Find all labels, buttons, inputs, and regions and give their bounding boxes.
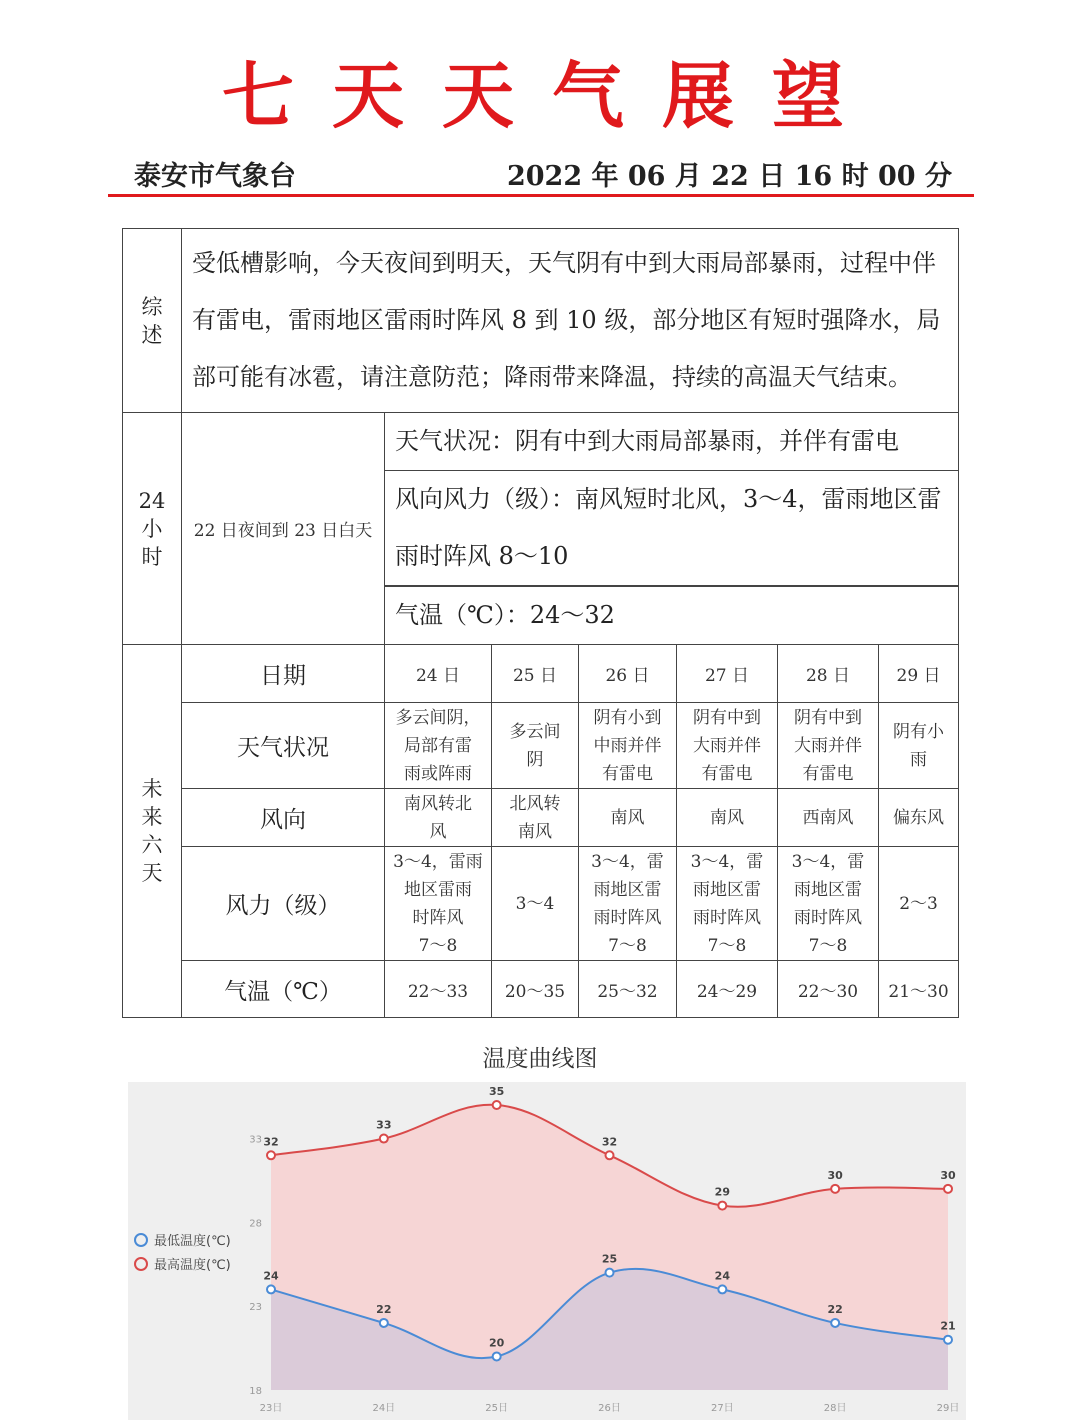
x-tick-label: 29日 bbox=[936, 1403, 960, 1414]
data-label: 32 bbox=[263, 1135, 279, 1149]
y-tick-label: 33 bbox=[249, 1134, 262, 1146]
h24-temp: 气温（℃）：24～32 bbox=[385, 587, 959, 645]
data-point bbox=[380, 1135, 388, 1143]
day-temp: 22～33 bbox=[385, 961, 492, 1018]
legend-max-temp: 最高温度(℃) bbox=[154, 1258, 231, 1273]
data-point bbox=[493, 1101, 501, 1109]
data-point bbox=[606, 1269, 614, 1277]
day-date: 28 日 bbox=[778, 645, 879, 703]
day-wind-direction: 北风转 南风 bbox=[492, 789, 579, 847]
data-label: 32 bbox=[601, 1135, 618, 1149]
legend-max-temp-marker bbox=[135, 1258, 147, 1270]
day-wind-force: 3～4 bbox=[492, 847, 579, 961]
x-tick-label: 28日 bbox=[823, 1403, 847, 1414]
h24-condition: 天气状况：阴有中到大雨局部暴雨，并伴有雷电 bbox=[385, 413, 959, 471]
x-tick-label: 26日 bbox=[598, 1403, 621, 1414]
data-point bbox=[944, 1336, 952, 1344]
day-wind-force: 2～3 bbox=[879, 847, 959, 961]
h24-label: 24 小 时 bbox=[123, 413, 182, 645]
day-wind-direction: 南风转北 风 bbox=[385, 789, 492, 847]
legend-min-temp-marker bbox=[135, 1234, 147, 1246]
data-label: 25 bbox=[601, 1252, 618, 1266]
day-wind-direction: 南风 bbox=[579, 789, 677, 847]
x-tick-label: 23日 bbox=[259, 1403, 283, 1414]
row-label-temp: 气温（℃） bbox=[182, 961, 385, 1018]
y-tick-label: 28 bbox=[249, 1218, 262, 1230]
day-wind-direction: 西南风 bbox=[778, 789, 879, 847]
day-temp: 24～29 bbox=[677, 961, 778, 1018]
day-condition: 阴有中到 大雨并伴 有雷电 bbox=[677, 703, 778, 789]
data-point bbox=[493, 1352, 501, 1360]
day-temp: 21～30 bbox=[879, 961, 959, 1018]
data-point bbox=[831, 1319, 839, 1327]
issue-timestamp: 2022 年 06 月 22 日 16 时 00 分 bbox=[506, 161, 952, 192]
data-label: 22 bbox=[376, 1302, 392, 1316]
y-tick-label: 23 bbox=[249, 1302, 262, 1314]
issuing-organization: 泰安市气象台 bbox=[134, 161, 296, 192]
summary-label: 综 述 bbox=[123, 229, 182, 413]
day-wind-force: 3～4，雷 雨地区雷 雨时阵风 7～8 bbox=[778, 847, 879, 961]
data-point bbox=[606, 1151, 614, 1159]
day-wind-force: 3～4，雷雨 地区雷雨 时阵风 7～8 bbox=[385, 847, 492, 961]
day-condition: 阴有小 雨 bbox=[879, 703, 959, 789]
x-tick-label: 25日 bbox=[485, 1403, 509, 1414]
data-point bbox=[380, 1319, 388, 1327]
day-condition: 多云间阴， 局部有雷 雨或阵雨 bbox=[385, 703, 492, 789]
page-title: 七天天气展望 bbox=[221, 53, 882, 138]
day-temp: 25～32 bbox=[579, 961, 677, 1018]
day-wind-force: 3～4，雷 雨地区雷 雨时阵风 7～8 bbox=[677, 847, 778, 961]
day-date: 24 日 bbox=[385, 645, 492, 703]
row-label-wind-direction: 风向 bbox=[182, 789, 385, 847]
data-label: 30 bbox=[940, 1168, 956, 1182]
legend-min-temp: 最低温度(℃) bbox=[154, 1234, 231, 1249]
x-tick-label: 24日 bbox=[372, 1403, 396, 1414]
data-label: 24 bbox=[263, 1269, 279, 1283]
data-label: 30 bbox=[827, 1168, 843, 1182]
data-label: 24 bbox=[714, 1269, 730, 1283]
data-label: 29 bbox=[714, 1185, 730, 1199]
data-point bbox=[718, 1202, 726, 1210]
data-label: 21 bbox=[940, 1319, 956, 1333]
chart-title: 温度曲线图 bbox=[482, 1046, 598, 1072]
data-point bbox=[267, 1285, 275, 1293]
day-temp: 22～30 bbox=[778, 961, 879, 1018]
day-date: 29 日 bbox=[879, 645, 959, 703]
day-wind-force: 3～4，雷 雨地区雷 雨时阵风 7～8 bbox=[579, 847, 677, 961]
data-label: 22 bbox=[827, 1302, 843, 1316]
day-date: 25 日 bbox=[492, 645, 579, 703]
data-point bbox=[267, 1151, 275, 1159]
y-tick-label: 18 bbox=[249, 1386, 262, 1397]
day-condition: 多云间 阴 bbox=[492, 703, 579, 789]
row-label-date: 日期 bbox=[182, 645, 385, 703]
day-condition: 阴有中到 大雨并伴 有雷电 bbox=[778, 703, 879, 789]
x-tick-label: 27日 bbox=[710, 1403, 734, 1414]
data-label: 20 bbox=[489, 1336, 505, 1350]
row-label-wind-force: 风力（级） bbox=[182, 847, 385, 961]
data-label: 33 bbox=[376, 1118, 392, 1132]
day-date: 26 日 bbox=[579, 645, 677, 703]
data-point bbox=[718, 1285, 726, 1293]
data-label: 35 bbox=[489, 1085, 505, 1098]
six-day-label: 未 来 六 天 bbox=[123, 645, 182, 1018]
data-point bbox=[944, 1185, 952, 1193]
day-condition: 阴有小到 中雨并伴 有雷电 bbox=[579, 703, 677, 789]
day-wind-direction: 偏东风 bbox=[879, 789, 959, 847]
day-temp: 20～35 bbox=[492, 961, 579, 1018]
data-point bbox=[831, 1185, 839, 1193]
row-label-condition: 天气状况 bbox=[182, 703, 385, 789]
day-wind-direction: 南风 bbox=[677, 789, 778, 847]
h24-wind: 风向风力（级）：南风短时北风，3～4，雷雨地区雷雨时阵风 8～10 bbox=[385, 471, 959, 586]
h24-period: 22 日夜间到 23 日白天 bbox=[182, 413, 385, 645]
day-date: 27 日 bbox=[677, 645, 778, 703]
summary-text: 受低槽影响，今天夜间到明天，天气阴有中到大雨局部暴雨，过程中伴有雷电，雷雨地区雷雨时阵风 8 到 10 级，部分地区有短时强降水，局部可能有冰雹，请注意防范；降雨带来降温，持续的高温天气结束。 bbox=[182, 229, 959, 413]
